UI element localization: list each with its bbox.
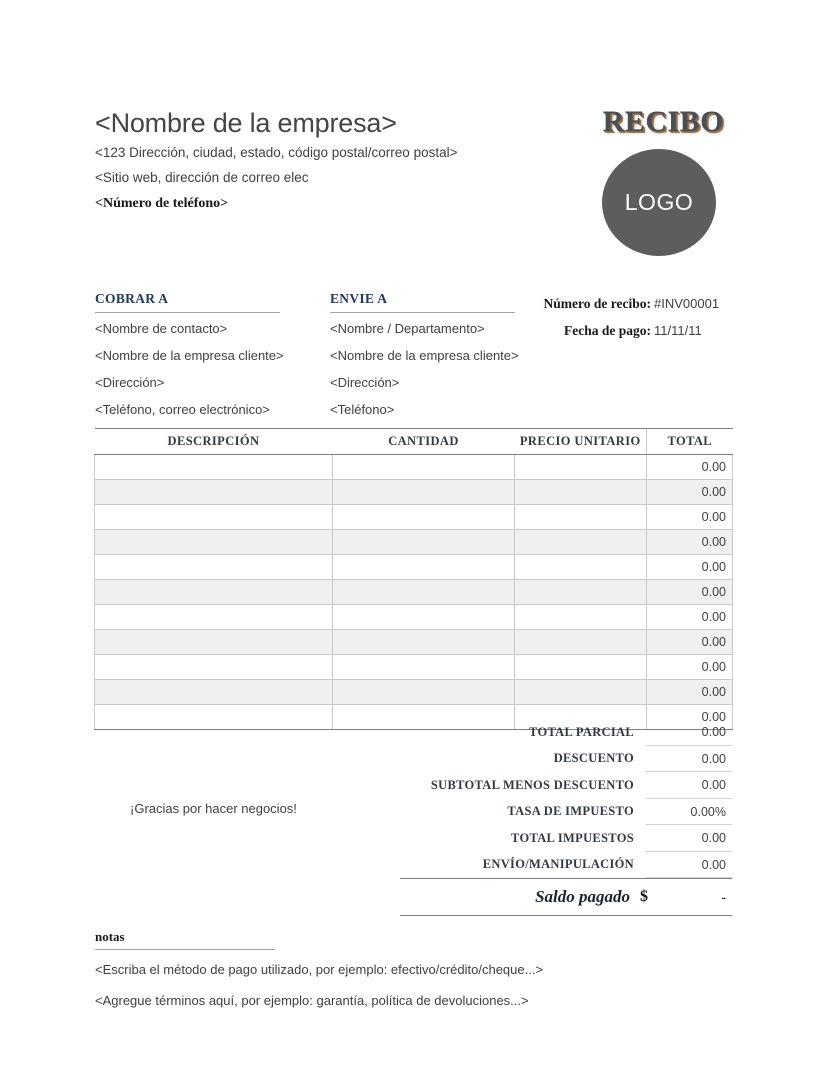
bill-to-line: <Dirección> <box>95 375 165 390</box>
table-row <box>95 505 733 530</box>
summary-value: 0.00 <box>646 825 732 852</box>
notes-heading: notas <box>95 929 275 950</box>
table-row <box>95 580 733 605</box>
summary-block <box>400 719 732 878</box>
cell-description <box>95 555 333 580</box>
table-row <box>95 630 733 655</box>
cell-unit-price <box>515 530 647 555</box>
table-row <box>95 605 733 630</box>
summary-row <box>400 719 732 746</box>
company-name: <Nombre de la empresa> <box>95 108 397 138</box>
cell-unit-price <box>515 630 647 655</box>
bill-to-block <box>95 291 284 421</box>
cell-unit-price <box>515 555 647 580</box>
company-phone: <Número de teléfono> <box>95 196 229 211</box>
receipt-number-value: #INV00001 <box>654 296 720 311</box>
due-date-value: 11/11/11 <box>654 323 702 338</box>
notes-line: <Escriba el método de pago utilizado, por ejemplo: efectivo/crédito/cheque...> <box>95 962 544 977</box>
cell-unit-price <box>515 455 647 480</box>
cell-total: 0.00 <box>647 555 733 580</box>
ship-to-line: <Dirección> <box>330 375 400 390</box>
summary-label: TASA DE IMPUESTO <box>507 804 634 819</box>
thank-you-message: ¡Gracias por hacer negocios! <box>130 801 297 816</box>
summary-label: SUBTOTAL MENOS DESCUENTO <box>430 777 634 792</box>
cell-unit-price <box>515 480 647 505</box>
cell-total: 0.00 <box>647 605 733 630</box>
ship-to-line: <Nombre de la empresa cliente> <box>330 348 519 363</box>
summary-row <box>400 799 732 826</box>
ship-to-line: <Nombre / Departamento> <box>330 321 485 336</box>
line-items-header <box>95 429 733 455</box>
logo-placeholder <box>602 149 716 256</box>
ship-to-block <box>330 291 519 421</box>
company-website: <Sitio web, dirección de correo elec <box>95 170 309 185</box>
cell-description <box>95 530 333 555</box>
cell-total: 0.00 <box>647 680 733 705</box>
bill-to-line: <Nombre de contacto> <box>95 321 228 336</box>
company-info-block <box>95 106 535 218</box>
summary-value: 0.00 <box>646 719 732 746</box>
notes-line: <Agregue términos aquí, por ejemplo: garantía, política de devoluciones...> <box>95 993 529 1008</box>
document-title: RECIBO <box>602 105 724 138</box>
cell-unit-price <box>515 580 647 605</box>
cell-quantity <box>333 605 515 630</box>
line-items-table <box>94 428 733 730</box>
cell-description <box>95 580 333 605</box>
currency-symbol: $ <box>640 888 648 905</box>
cell-description <box>95 705 333 730</box>
cell-total: 0.00 <box>647 455 733 480</box>
table-row <box>95 530 733 555</box>
receipt-number-row <box>520 292 732 316</box>
due-date-label: Fecha de pago: <box>564 323 651 338</box>
balance-due-row <box>400 879 732 916</box>
column-header-quantity: CANTIDAD <box>333 429 515 455</box>
column-header-description: DESCRIPCIÓN <box>95 429 333 455</box>
cell-description <box>95 480 333 505</box>
cell-quantity <box>333 655 515 680</box>
logo-label: LOGO <box>624 189 694 215</box>
summary-value: 0.00 <box>646 852 732 879</box>
cell-description <box>95 630 333 655</box>
cell-total: 0.00 <box>647 705 733 730</box>
cell-unit-price <box>515 605 647 630</box>
cell-total: 0.00 <box>647 630 733 655</box>
summary-label: TOTAL IMPUESTOS <box>511 830 634 845</box>
table-row <box>95 680 733 705</box>
cell-quantity <box>333 580 515 605</box>
cell-quantity <box>333 555 515 580</box>
balance-due-label: Saldo pagado <box>535 887 630 906</box>
table-header-row <box>95 429 733 455</box>
summary-value: 0.00 <box>646 772 732 799</box>
cell-total: 0.00 <box>647 580 733 605</box>
cell-description <box>95 655 333 680</box>
summary-label: ENVÍO/MANIPULACIÓN <box>482 857 634 872</box>
cell-quantity <box>333 680 515 705</box>
bill-to-line: <Nombre de la empresa cliente> <box>95 348 284 363</box>
table-row <box>95 555 733 580</box>
cell-unit-price <box>515 680 647 705</box>
cell-total: 0.00 <box>647 655 733 680</box>
cell-quantity <box>333 455 515 480</box>
table-row <box>95 455 733 480</box>
table-row <box>95 480 733 505</box>
cell-unit-price <box>515 655 647 680</box>
ship-to-line: <Teléfono> <box>330 402 395 417</box>
summary-label: TOTAL PARCIAL <box>529 724 634 739</box>
line-items-body <box>95 455 733 730</box>
cell-unit-price <box>515 505 647 530</box>
cell-quantity <box>333 530 515 555</box>
cell-description <box>95 455 333 480</box>
summary-row <box>400 772 732 799</box>
bill-to-line: <Teléfono, correo electrónico> <box>95 402 270 417</box>
cell-quantity <box>333 480 515 505</box>
column-header-total: TOTAL <box>647 429 733 455</box>
summary-value: 0.00% <box>646 799 732 826</box>
summary-row <box>400 825 732 852</box>
cell-description <box>95 505 333 530</box>
company-address: <123 Dirección, ciudad, estado, código postal/correo postal> <box>95 145 458 160</box>
cell-total: 0.00 <box>647 505 733 530</box>
summary-label: DESCUENTO <box>553 751 634 766</box>
receipt-meta-block <box>520 292 732 346</box>
table-row <box>95 655 733 680</box>
cell-description <box>95 680 333 705</box>
summary-value: 0.00 <box>646 746 732 773</box>
cell-description <box>95 605 333 630</box>
ship-to-heading: ENVIE A <box>330 291 515 313</box>
balance-due-block <box>400 878 732 916</box>
cell-quantity <box>333 630 515 655</box>
summary-row <box>400 852 732 879</box>
due-date-row <box>520 319 732 343</box>
bill-to-heading: COBRAR A <box>95 291 280 313</box>
column-header-unit-price: PRECIO UNITARIO <box>515 429 647 455</box>
notes-block <box>95 929 555 1012</box>
balance-due-amount: - <box>721 889 726 905</box>
summary-row <box>400 746 732 773</box>
receipt-number-label: Número de recibo: <box>543 296 651 311</box>
cell-total: 0.00 <box>647 530 733 555</box>
cell-total: 0.00 <box>647 480 733 505</box>
cell-quantity <box>333 505 515 530</box>
